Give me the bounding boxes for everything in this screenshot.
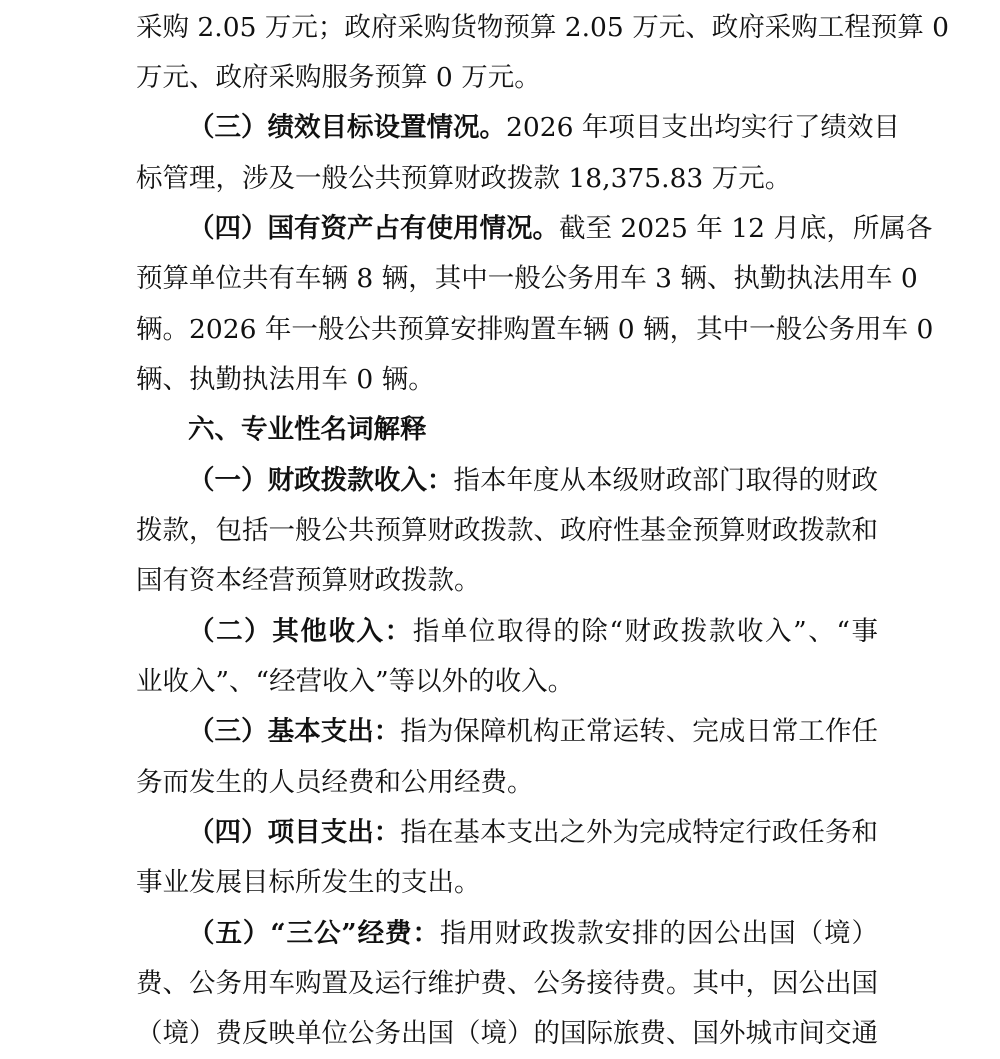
text-line <box>136 763 878 803</box>
line-text: 指用财政拨款安排的因公出国（境） <box>439 918 878 949</box>
term-heading: （五）“三公”经费： <box>188 918 440 949</box>
text-line <box>136 360 878 400</box>
line-text: （境）费反映单位公务出国（境）的国际旅费、国外城市间交通 <box>136 1018 878 1049</box>
text-line <box>136 662 878 702</box>
paragraph-start-line <box>188 712 878 752</box>
text-line <box>136 964 878 1004</box>
paragraph-start-line <box>188 813 878 853</box>
line-text: 截至 2025 年 12 月底，所属各 <box>559 213 933 244</box>
line-text: 万元、政府采购服务预算 0 万元。 <box>136 62 541 93</box>
term-heading: （一）财政拨款收入： <box>188 465 454 496</box>
line-text: 拨款，包括一般公共预算财政拨款、政府性基金预算财政拨款和 <box>136 515 878 546</box>
term-heading: （三）基本支出： <box>188 716 401 747</box>
line-text: 业收入”、“经营收入”等以外的收入。 <box>136 666 575 697</box>
paragraph-start-line <box>188 209 933 249</box>
line-text: 指在基本支出之外为完成特定行政任务和 <box>400 817 879 848</box>
paragraph-heading: （四）国有资产占有使用情况。 <box>188 213 559 244</box>
term-heading: （四）项目支出： <box>188 817 401 848</box>
line-text: 国有资本经营预算财政拨款。 <box>136 565 481 596</box>
text-line <box>136 1014 878 1054</box>
line-text: 采购 2.05 万元；政府采购货物预算 2.05 万元、政府采购工程预算 0 <box>136 12 949 43</box>
paragraph-heading: （三）绩效目标设置情况。 <box>188 112 506 143</box>
text-line <box>136 561 878 601</box>
line-text: 指单位取得的除“财政拨款收入”、“事 <box>412 616 878 647</box>
text-line <box>136 310 934 350</box>
line-text: 辆、执勤执法用车 0 辆。 <box>136 364 435 395</box>
text-line <box>136 8 949 48</box>
text-line <box>136 159 878 199</box>
line-text: 务而发生的人员经费和公用经费。 <box>136 767 534 798</box>
line-text: 指为保障机构正常运转、完成日常工作任 <box>400 716 879 747</box>
text-line <box>136 863 878 903</box>
line-text: 预算单位共有车辆 8 辆，其中一般公务用车 3 辆、执勤执法用车 0 <box>136 263 918 294</box>
paragraph-start-line <box>188 461 878 501</box>
paragraph-start-line <box>188 612 878 652</box>
text-line <box>136 511 878 551</box>
paragraph-start-line <box>188 108 900 148</box>
line-text: 指本年度从本级财政部门取得的财政 <box>453 465 879 496</box>
paragraph-start-line <box>188 914 878 954</box>
section-title: 六、专业性名词解释 <box>188 414 427 445</box>
text-line <box>136 259 918 299</box>
text-line <box>136 58 878 98</box>
section-heading <box>188 410 878 450</box>
line-text: 事业发展目标所发生的支出。 <box>136 867 481 898</box>
line-text: 标管理，涉及一般公共预算财政拨款 18,375.83 万元。 <box>136 163 792 194</box>
line-text: 2026 年项目支出均实行了绩效目 <box>506 112 900 143</box>
term-heading: （二）其他收入： <box>188 616 413 647</box>
line-text: 费、公务用车购置及运行维护费、公务接待费。其中，因公出国 <box>136 968 878 999</box>
line-text: 辆。2026 年一般公共预算安排购置车辆 0 辆，其中一般公务用车 0 <box>136 314 934 345</box>
